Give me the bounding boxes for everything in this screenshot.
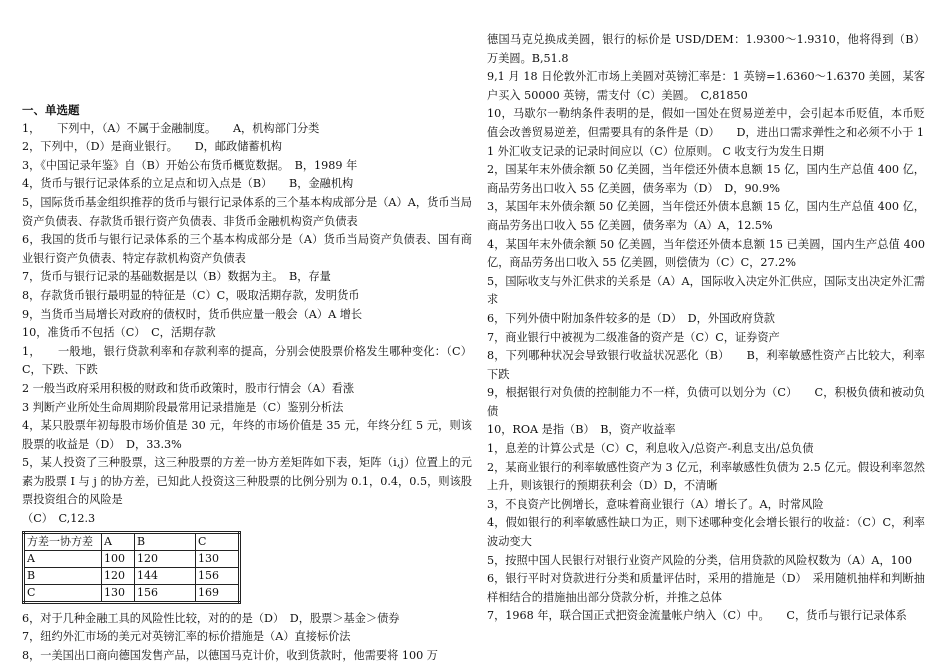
table-cell: C (24, 584, 102, 602)
table-cell: 130 (102, 584, 135, 602)
question-item: 4，假如银行的利率敏感性缺口为正，则下述哪种变化会增长银行的收益：（C）C，利率波动变大 (487, 516, 925, 549)
question-item: 10，马歇尔一勒纳条件表明的是，假如一国处在贸易逆差中，会引起本币贬值，本币贬值会改善贸易逆差，但需要具有的条件是（D） D，进出口需求弹性之和必须不小于 1 (487, 107, 925, 139)
right-column (487, 31, 925, 626)
question-item: 7，商业银行中被视为二级准备的资产是（C）C，证券资产 (487, 330, 780, 344)
question-item: 4，某只股票年初每股市场价值是 30 元，年终的市场价值是 35 元，年终分红 5 元，则该股票的收益是（D） D，33.3% (22, 419, 472, 451)
table-row (24, 567, 240, 584)
table-cell: 120 (102, 567, 135, 584)
question-item: 4，某国年末外债余额 50 亿美圆，当年偿还外债本息额 15 已美圆，国内生产总值 400 亿，商品劳务出口收入 55 亿美圆，则偿债为（C）C，27.2% (487, 237, 925, 270)
table-cell: 156 (135, 584, 196, 602)
question-item: 9，当货币当局增长对政府的债权时，货币供应量一般会（A）A 增长 (22, 307, 363, 321)
question-item: 10，ROA 是指（B） B，资产收益率 (487, 423, 676, 437)
question-item: 2，某商业银行的利率敏感性资产为 3 亿元，利率敏感性负债为 2.5 亿元。假设利率忽然上升，则该银行的预期获利会（D）D，不清晰 (487, 460, 925, 493)
question-item: 6，我国的货币与银行记录体系的三个基本构成部分是（A）货币当局资产负债表、国有商业银行资产负债表、特定存款机构资产负债表 (22, 233, 472, 265)
question-item: 2，国某年末外债余额 50 亿美圆，当年偿还外债本息额 15 亿，国内生产总值 400 亿，商品劳务出口收入 55 亿美圆，债务率为（D） D，90.9% (487, 163, 925, 195)
question-item: 8，存款货币银行最明显的特征是（C）C，吸取活期存款，发明货币 (22, 288, 360, 302)
table-cell: 120 (135, 550, 196, 567)
question-item: 3，《中国记录年鉴》自（B）开始公布货币概览数据。 B，1989 年 (22, 158, 358, 172)
question-item: 1， 下列中，（A）不属于金融制度。 A，机构部门分类 (22, 121, 320, 135)
question-item: 3，某国年末外债余额 50 亿美圆，当年偿还外债本息额 15 亿，国内生产总值 400 亿，商品劳务出口收入 55 亿美圆，债务率为（A）A，12.5% (487, 200, 925, 232)
table-row (24, 584, 240, 602)
left-column (22, 101, 472, 665)
question-item: 9，根据银行对负债的控制能力不一样，负债可以划分为（C） C，积极负债和被动负债 (487, 386, 925, 418)
question-item: 1 外汇收支记录的记录时间应以（C）位原则。 C 收支行为发生日期 (487, 144, 824, 158)
table-cell: C (196, 532, 240, 550)
table-cell: B (135, 532, 196, 550)
question-item: 3，不良资产比例增长，意味着商业银行（A）增长了。A，时常风险 (487, 497, 824, 511)
table-cell: 方差一协方差 (24, 532, 102, 550)
question-item: 5，国际货币基金组织推荐的货币与银行记录体系的三个基本构成部分是（A）A，货币当局资产负债表、存款货币银行资产负债表、非货币金融机构资产负债表 (22, 195, 472, 228)
question-item: 7，1968 年，联合国正式把资金流量帐户纳入（C）中。 C，货币与银行记录体系 (487, 609, 907, 623)
table-cell: A (102, 532, 135, 550)
table-cell: B (24, 567, 102, 584)
question-item: 1，息差的计算公式是（C）C，利息收入/总资产-利息支出/总负债 (487, 442, 814, 456)
question-item: 6，下列外债中附加条件较多的是（D） D，外国政府贷款 (487, 311, 775, 325)
question-item: 5，国际收支与外汇供求的关系是（A）A，国际收入决定外汇供应，国际支出决定外汇需求 (487, 274, 925, 307)
question-item: 6，对于几种金融工具的风险性比较，对的的是（D） D，股票＞基金＞债券 (22, 611, 400, 625)
question-item: 4，货币与银行记录体系的立足点和切入点是（B） B，金融机构 (22, 177, 354, 191)
question-item: 7，货币与银行记录的基础数据是以（B）数据为主。 B，存量 (22, 270, 331, 284)
question-item: 6，银行平时对贷款进行分类和质量评估时，采用的措施是（D） 采用随机抽样和判断抽样相结合的措施抽出部分贷款分析，并推之总体 (487, 572, 925, 604)
question-item: （C） C,12.3 (22, 512, 96, 526)
question-item: 7，纽约外汇市场的美元对英镑汇率的标价措施是（A）直接标价法 (22, 630, 351, 644)
table-header-row (24, 532, 240, 550)
question-item: 5，按照中国人民银行对银行业资产风险的分类，信用贷款的风险权数为（A）A，100 (487, 553, 913, 567)
question-item: 1， 一般地，银行贷款利率和存款利率的提高，分别会使股票价格发生哪种变化：（C）C，下跌、下跌 (22, 344, 472, 377)
table-cell: 100 (102, 550, 135, 567)
question-item: 8，下列哪种状况会导致银行收益状况恶化（B） B，利率敏感性资产占比较大，利率下跌 (487, 349, 925, 381)
question-item: 8，一美国出口商向德国发售产品，以德国马克计价，收到货款时，他需要将 100 万 (22, 648, 438, 662)
table-cell: 156 (196, 567, 240, 584)
question-item: 5，某人投资了三种股票，这三种股票的方差一协方差矩阵如下表，矩阵（i,j）位置上的元素为股票 I 与 j 的协方差，已知此人投资这三种股票的比例分别为 0.1，0.4，0.5，则该股票投资组合的风险是 (22, 456, 472, 507)
covariance-table (22, 531, 241, 604)
question-item: 9,1 月 18 日伦敦外汇市场上美圆对英镑汇率是：1 英镑=1.6360～1.6370 美圆，某客户买入 50000 英镑，需支付（C）美圆。 C,81850 (487, 70, 925, 102)
question-item: 德国马克兑换成美圆，银行的标价是 USD/DEM：1.9300～1.9310，他将得到（B）万美圆。B,51.8 (487, 33, 925, 65)
section-heading: 一、单选题 (22, 103, 80, 117)
question-item: 10，准货币不包括（C） C，活期存款 (22, 326, 216, 340)
table-cell: 169 (196, 584, 240, 602)
question-item: 2，下列中，（D）是商业银行。 D，邮政储蓄机构 (22, 140, 282, 154)
table-cell: 144 (135, 567, 196, 584)
question-item: 3 判断产业所处生命周期阶段最常用记录措施是（C）鉴别分析法 (22, 400, 344, 414)
table-cell: A (24, 550, 102, 567)
table-cell: 130 (196, 550, 240, 567)
table-row (24, 550, 240, 567)
question-item: 2 一般当政府采用积极的财政和货币政策时，股市行情会（A）看涨 (22, 381, 355, 395)
